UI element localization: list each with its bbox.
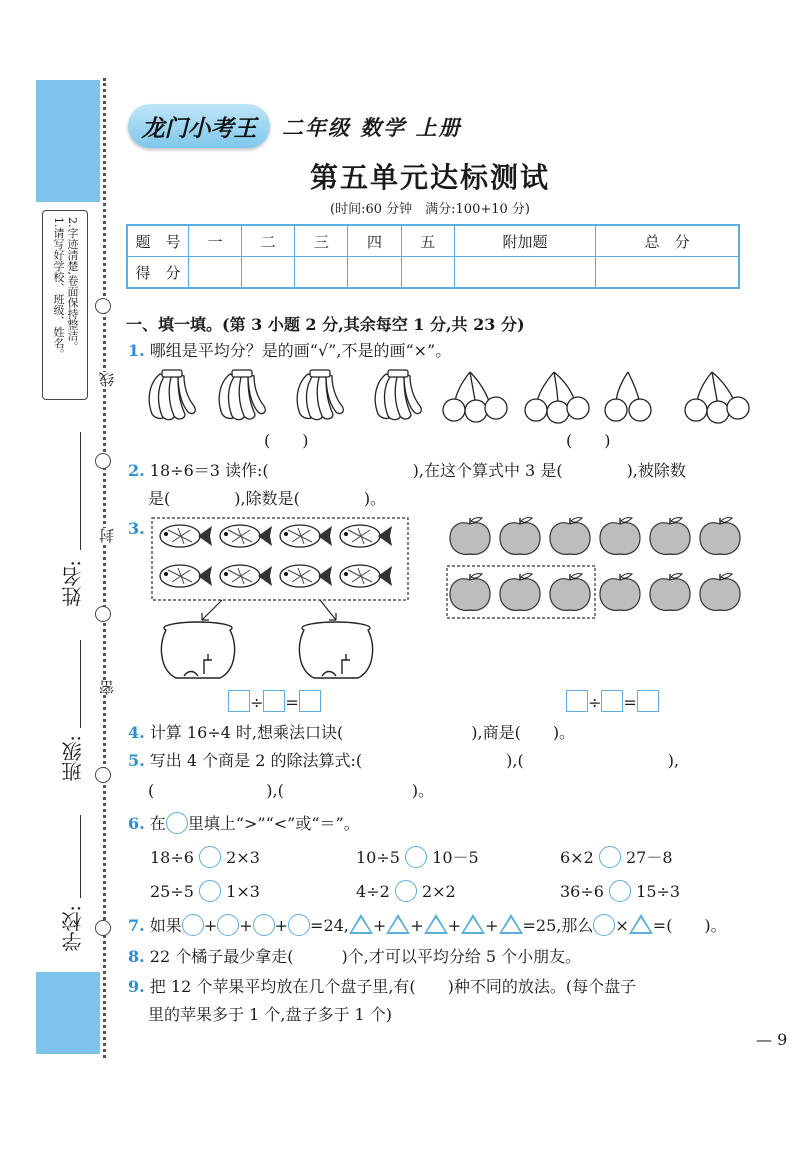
apple-icon	[700, 574, 740, 611]
fish-bowl-icon	[161, 622, 234, 678]
compare-item	[560, 846, 673, 869]
plus-sign: +	[447, 916, 462, 935]
page-number: — 9	[756, 1030, 788, 1049]
question-9	[128, 976, 636, 998]
school-field[interactable]	[80, 815, 81, 898]
question-text: =25,那么	[522, 916, 594, 935]
answer-box[interactable]	[299, 690, 321, 712]
question-number: 9.	[128, 977, 145, 996]
row-header: 得 分	[127, 257, 189, 289]
banana-bunch-icon	[375, 370, 421, 420]
name-field[interactable]	[80, 432, 81, 550]
circle-symbol-icon	[288, 914, 310, 936]
score-cell[interactable]	[401, 257, 454, 289]
cut-seal-char: 封	[98, 528, 116, 543]
apple-icon	[550, 518, 590, 555]
question-text: 22 个橘子最少拿走( )个,才可以平均分给 5 个小朋友。	[149, 947, 582, 966]
column-header: 五	[401, 225, 454, 257]
question-text: 18÷6＝3 读作:( ),在这个算式中 3 是( ),被除数	[149, 461, 686, 480]
triangle-symbol-icon	[629, 914, 653, 934]
question-number: 2.	[128, 461, 145, 480]
cut-line-char: 线	[98, 372, 116, 387]
binding-hole	[95, 298, 111, 314]
compare-circle[interactable]	[199, 846, 221, 868]
compare-item	[356, 880, 456, 903]
apple-icon	[600, 518, 640, 555]
expr-right: 15÷3	[636, 882, 681, 901]
fish-icon	[160, 565, 212, 587]
question-text: 哪组是平均分？是的画“√”,不是的画“×”。	[149, 341, 452, 360]
plus-sign: +	[274, 916, 289, 935]
score-table-header-row	[127, 225, 739, 257]
triangle-symbol-icon	[386, 914, 410, 934]
notice-line-1: 1.请写好学校、班级、姓名。	[52, 217, 65, 360]
brand-logo: 龙门小考王	[128, 104, 270, 148]
score-cell[interactable]	[242, 257, 295, 289]
circle-symbol-icon	[593, 914, 615, 936]
plus-sign: +	[485, 916, 499, 935]
fish-icon	[280, 565, 332, 587]
expr-left: 36÷6	[560, 882, 604, 901]
question-5-line-2: ( ),( )。	[148, 781, 435, 800]
column-header: 二	[242, 225, 295, 257]
column-header: 三	[295, 225, 348, 257]
question-number: 5.	[128, 751, 145, 770]
expr-right: 1×3	[226, 882, 260, 901]
question-text: 计算 16÷4 时,想乘法口诀( ),商是( )。	[149, 723, 576, 742]
triangle-symbol-icon	[499, 914, 523, 934]
expr-left: 4÷2	[356, 882, 390, 901]
binding-hole	[95, 606, 111, 622]
apple-icon	[700, 518, 740, 555]
apple-icon	[550, 574, 590, 611]
divide-sign: ÷	[250, 693, 264, 712]
question-6	[128, 812, 360, 835]
banana-bunch-icon	[297, 370, 343, 420]
divide-sign: ÷	[588, 693, 602, 712]
question-number: 4.	[128, 723, 145, 742]
q3-apple-equation	[566, 690, 659, 714]
score-table	[126, 224, 740, 289]
notice-box	[42, 210, 88, 400]
circle-blank-icon	[166, 812, 188, 834]
question-2	[128, 460, 686, 482]
side-band-bottom	[36, 972, 100, 1054]
banana-bunch-icon	[149, 370, 195, 420]
plus-sign: +	[239, 916, 253, 935]
compare-item	[560, 880, 680, 903]
compare-circle[interactable]	[599, 846, 621, 868]
binding-hole	[95, 920, 111, 936]
apple-icon	[650, 518, 690, 555]
equals-sign: =	[285, 693, 299, 712]
circle-symbol-icon	[253, 914, 275, 936]
expr-right: 27－8	[625, 848, 673, 867]
compare-circle[interactable]	[199, 880, 221, 902]
binding-hole	[95, 767, 111, 783]
question-number: 1.	[128, 341, 145, 360]
fish-icon	[340, 565, 392, 587]
cherry-group-icon	[605, 372, 651, 421]
compare-item	[150, 880, 260, 903]
q3-fish-equation	[228, 690, 321, 714]
class-label: 班级:	[61, 735, 85, 782]
question-4	[128, 722, 575, 744]
fish-icon	[160, 525, 212, 547]
score-cell[interactable]	[295, 257, 348, 289]
expr-right: 10－5	[432, 848, 479, 867]
compare-circle[interactable]	[395, 880, 417, 902]
question-number: 6.	[128, 814, 145, 833]
question-text: 写出 4 个商是 2 的除法算式:( ),( ),	[149, 751, 680, 770]
question-7	[128, 914, 727, 937]
question-3	[128, 518, 145, 540]
score-cell[interactable]	[454, 257, 596, 289]
question-2-line-2: 是( ),除数是( )。	[148, 489, 387, 508]
compare-item	[356, 846, 479, 869]
q1-answer-banana[interactable]: ( )	[264, 431, 309, 450]
apple-icon	[500, 574, 540, 611]
expr-left: 18÷6	[150, 848, 194, 867]
question-text: 里填上“>”“<”或“＝”。	[187, 814, 360, 833]
question-text: 把 12 个苹果平均放在几个盘子里,有( )种不同的放法。(每个盘子	[149, 977, 637, 996]
answer-box[interactable]	[637, 690, 659, 712]
cherry-group-icon	[443, 372, 507, 422]
answer-box[interactable]	[566, 690, 588, 712]
score-cell[interactable]	[189, 257, 242, 289]
times-sign: ×	[615, 916, 629, 935]
row-header: 题 号	[127, 225, 189, 257]
expr-left: 6×2	[560, 848, 594, 867]
expr-left: 25÷5	[150, 882, 194, 901]
column-header: 总 分	[596, 225, 739, 257]
plus-sign: +	[410, 916, 424, 935]
expr-right: 2×2	[421, 882, 456, 901]
section-1-title: 一、填一填。(第 3 小题 2 分,其余每空 1 分,共 23 分)	[126, 315, 525, 334]
answer-box[interactable]	[228, 690, 250, 712]
equals-sign: =	[623, 693, 637, 712]
expr-left: 10÷5	[356, 848, 400, 867]
name-label: 姓名:	[61, 560, 85, 607]
question-number: 7.	[128, 916, 145, 935]
notice-line-2: 2.字迹清楚,卷面保持整洁。	[66, 217, 79, 352]
question-1	[128, 340, 451, 362]
question-number: 3.	[128, 519, 145, 538]
triangle-symbol-icon	[349, 914, 373, 934]
compare-circle[interactable]	[609, 880, 631, 902]
fish-icon	[340, 525, 392, 547]
score-cell[interactable]	[348, 257, 401, 289]
apple-icon	[500, 518, 540, 555]
question-9-line-2: 里的苹果多于 1 个,盘子多于 1 个)	[148, 1005, 393, 1024]
question-text: 在	[149, 814, 166, 833]
fish-icon	[220, 565, 272, 587]
q3-fish-illustration	[150, 516, 412, 686]
expr-right: 2×3	[226, 848, 260, 867]
class-field[interactable]	[80, 640, 81, 728]
fish-bowl-icon	[299, 622, 372, 678]
question-number: 8.	[128, 947, 145, 966]
question-text: =( )。	[652, 916, 727, 935]
fish-icon	[220, 525, 272, 547]
column-header: 附加题	[454, 225, 596, 257]
apple-icon	[600, 574, 640, 611]
apple-icon	[650, 574, 690, 611]
q1-answer-cherry[interactable]: ( )	[566, 431, 611, 450]
question-5	[128, 750, 679, 772]
school-label: 学校:	[61, 905, 85, 952]
apple-icon	[450, 574, 490, 611]
answer-box[interactable]	[263, 690, 285, 712]
circle-symbol-icon	[182, 914, 204, 936]
question-8	[128, 946, 581, 968]
column-header: 四	[348, 225, 401, 257]
circle-symbol-icon	[217, 914, 239, 936]
banana-bunch-icon	[219, 370, 265, 420]
q3-apple-illustration	[446, 516, 746, 620]
binding-hole	[95, 453, 111, 469]
score-cell[interactable]	[596, 257, 739, 289]
compare-circle[interactable]	[405, 846, 427, 868]
grade-subject: 二年级 数学 上册	[282, 115, 462, 140]
plus-sign: +	[203, 916, 218, 935]
binding-dotted-line	[103, 78, 106, 1058]
question-text: =24,	[310, 916, 349, 935]
cut-secret-char: 密	[98, 680, 116, 695]
compare-item	[150, 846, 260, 869]
triangle-symbol-icon	[424, 914, 448, 934]
fish-icon	[280, 525, 332, 547]
question-text: 如果	[149, 916, 182, 935]
triangle-symbol-icon	[461, 914, 485, 934]
page-title: 第五单元达标测试	[309, 161, 550, 194]
q1-illustrations	[140, 368, 760, 424]
apple-icon	[450, 518, 490, 555]
cherry-group-icon	[525, 372, 589, 423]
time-info: (时间:60 分钟 满分:100+10 分)	[330, 202, 530, 217]
plus-sign: +	[372, 916, 387, 935]
cherry-group-icon	[685, 372, 749, 423]
column-header: 一	[189, 225, 242, 257]
score-table-score-row	[127, 257, 739, 289]
answer-box[interactable]	[601, 690, 623, 712]
